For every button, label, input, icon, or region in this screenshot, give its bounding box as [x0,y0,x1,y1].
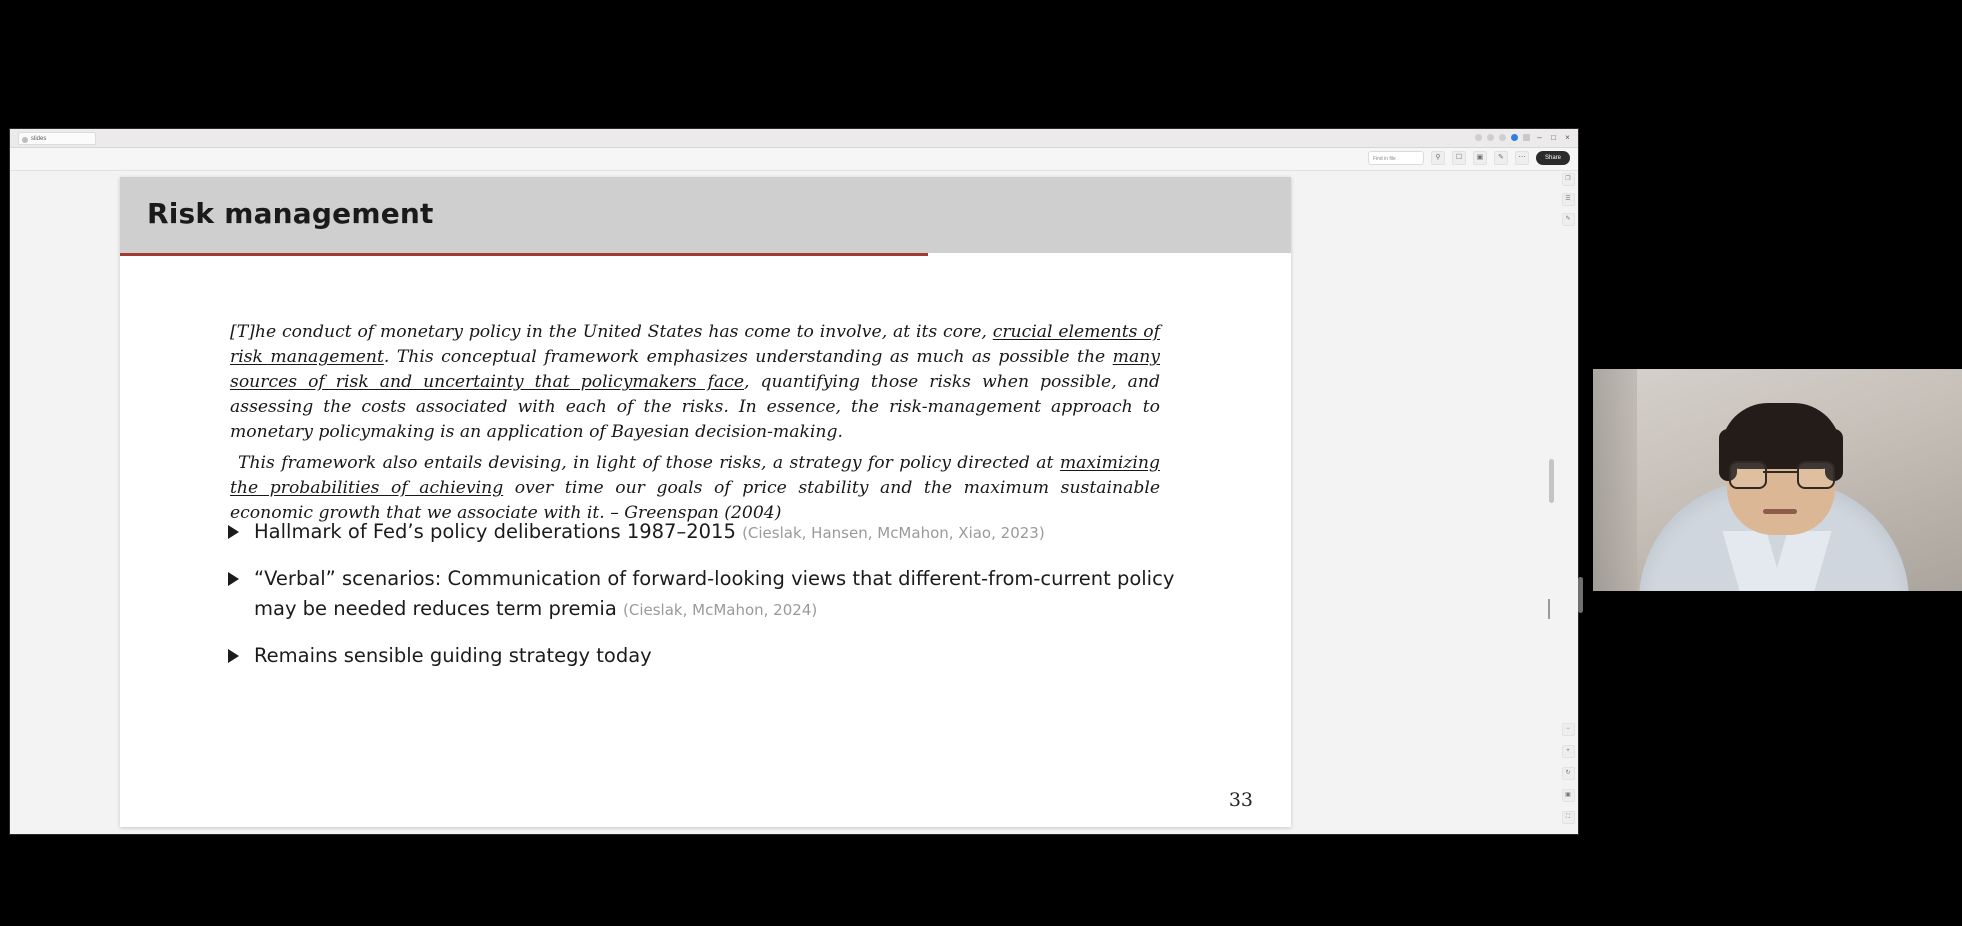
highlight-icon[interactable]: ▣ [1473,151,1487,165]
rotate-icon[interactable]: ↻ [1562,767,1575,780]
comment-icon[interactable]: ☐ [1452,151,1466,165]
bullet-text: Remains sensible guiding strategy today [254,644,652,667]
quote-paragraph-1 [230,320,1160,445]
bullet-text: “Verbal” scenarios: Communication of forward-looking views that different-from-current policy may be needed reduces term premia [254,567,1175,620]
zoom-in-icon[interactable]: + [1562,745,1575,758]
triangle-bullet-icon [228,649,239,663]
video-background-wall [1593,369,1637,591]
fullscreen-icon[interactable]: ⛶ [1562,811,1575,824]
quote-p1-underline-1: crucial elements of risk management [230,322,1160,367]
bullet-citation: (Cieslak, Hansen, McMahon, Xiao, 2023) [742,524,1045,542]
quote-p2-text-2: over time our goals of price stability and the maximum sustainable economic growth that we associate with it. – Greenspan (2004) [230,478,1160,523]
quote-p1-text-3: , quantifying those risks when possible, and assessing the costs associated with each of the risks. In essence, the risk-management approach to monetary policymaking is an application of Bayesian decision-making. [230,372,1160,442]
tool-dot-2-icon[interactable] [1487,134,1494,141]
list-item [216,564,1196,625]
window-titlebar[interactable] [10,129,1578,148]
glasses-left-lens-icon [1729,461,1767,489]
draw-icon[interactable]: ✎ [1494,151,1508,165]
glasses-bridge-icon [1763,471,1797,473]
triangle-bullet-icon [228,572,239,586]
minimize-button[interactable]: – [1537,133,1542,142]
quote-p1-underline-2: many sources of risk and uncertainty that policymakers face [230,347,1160,392]
triangle-bullet-icon [228,525,239,539]
right-tool-rail[interactable] [1560,173,1576,226]
slide-canvas [120,177,1291,827]
quote-paragraph-2 [230,451,1160,526]
browser-tab-label: slides [31,136,47,142]
toolbar-right-group[interactable] [1368,151,1570,165]
quote-p2-underline-1: maximizing the probabilities of achieving [230,453,1160,498]
speaker-mouth [1763,509,1797,514]
shared-application-window[interactable] [10,129,1578,834]
window-controls[interactable] [1475,133,1572,142]
quote-block [230,320,1160,532]
maximize-button[interactable]: □ [1551,133,1556,142]
text-caret [1548,599,1550,619]
speaker-hair [1721,403,1841,469]
slide-title: Risk management [147,197,434,230]
scrollbar-thumb[interactable] [1549,459,1554,503]
favicon-icon [22,137,28,143]
share-button[interactable]: Share [1536,151,1570,165]
panel-resize-handle[interactable] [1578,577,1583,613]
copy-icon[interactable]: ❐ [1562,173,1575,186]
slide-accent-rule [120,253,928,256]
screen-share-stage [0,122,1962,834]
right-tool-rail-bottom[interactable] [1560,723,1576,824]
slide-page-number: 33 [1228,789,1253,811]
bullet-citation: (Cieslak, McMahon, 2024) [623,601,818,619]
bullet-list [216,517,1196,688]
more-icon[interactable]: ⋯ [1515,151,1529,165]
tool-dot-1-icon[interactable] [1475,134,1482,141]
bullet-text: Hallmark of Fed’s policy deliberations 1987–2015 [254,520,736,543]
list-item [216,641,1196,672]
quote-p1-text-1: [T]he conduct of monetary policy in the United States has come to involve, at its core, [230,322,993,342]
search-input[interactable]: Find in file [1368,151,1424,165]
quote-p1-text-2: . This conceptual framework emphasizes understanding as much as possible the [383,347,1113,367]
search-icon[interactable]: ⚲ [1431,151,1445,165]
browser-tab[interactable] [18,132,96,145]
tool-dot-4-icon[interactable] [1523,134,1530,141]
zoom-out-icon[interactable]: − [1562,723,1575,736]
list-item [216,517,1196,548]
tool-dot-active-icon[interactable] [1511,134,1518,141]
note-icon[interactable]: ✎ [1562,213,1575,226]
document-scrollbar[interactable] [1549,159,1554,832]
close-button[interactable]: × [1565,133,1570,142]
quote-p2-text-1: This framework also entails devising, in light of those risks, a strategy for policy directed at [238,453,1060,473]
fit-page-icon[interactable]: ▣ [1562,789,1575,802]
speaker-video-tile[interactable] [1593,369,1962,591]
app-toolbar[interactable] [10,148,1578,171]
tool-dot-3-icon[interactable] [1499,134,1506,141]
bookmark-icon[interactable]: ☰ [1562,193,1575,206]
glasses-right-lens-icon [1797,461,1835,489]
